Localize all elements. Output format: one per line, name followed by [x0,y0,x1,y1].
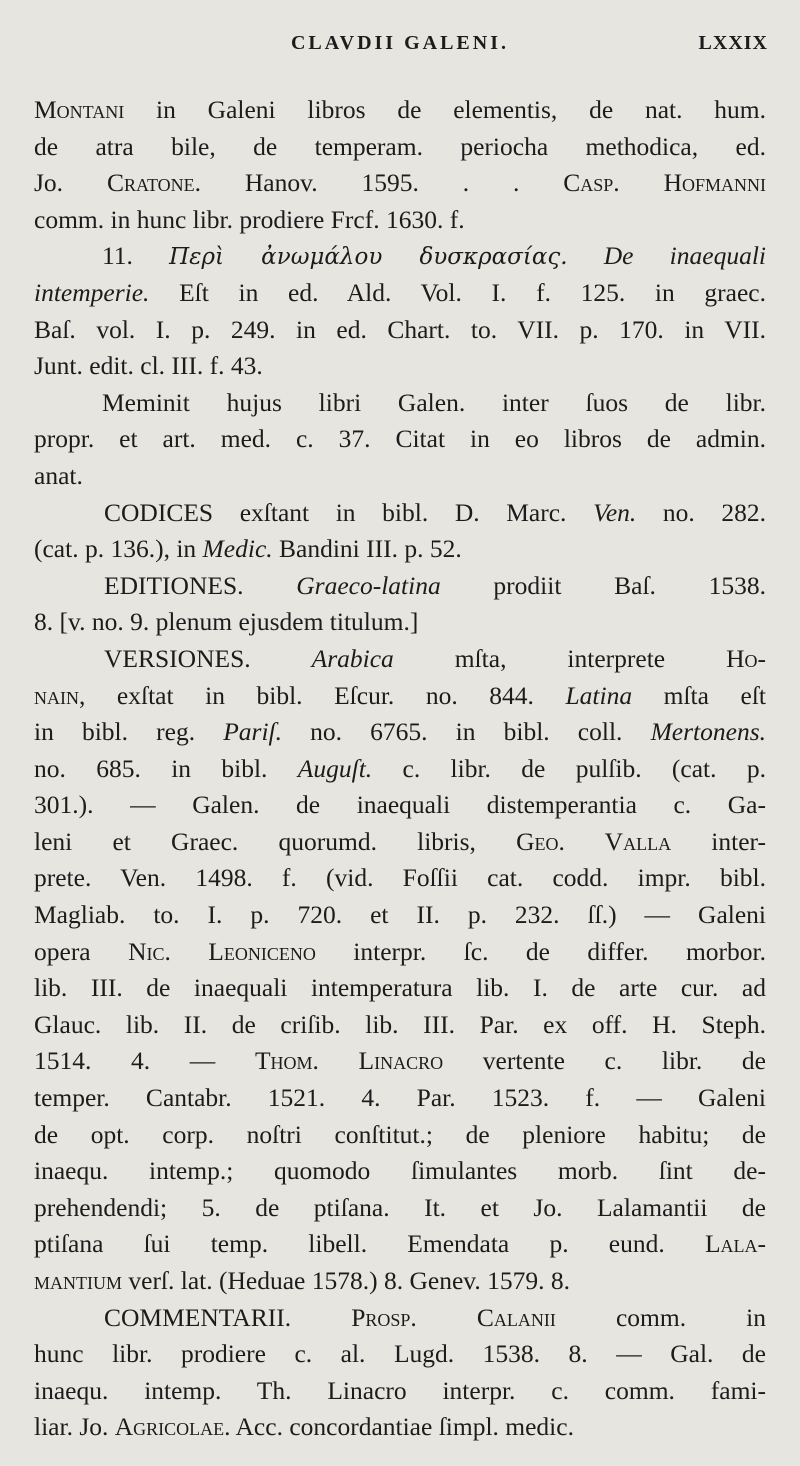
text-run: 1514. 4. — [34,1046,255,1076]
text-run: Meminit hujus libri Galen. inter ſuos de libr. [102,387,766,417]
italic-text: Auguſt. [297,753,373,783]
italic-text: De inaequali [603,241,767,271]
text-run: c. libr. de pulſib. (cat. p. [372,753,766,783]
text-line [34,495,766,532]
text-run: inaequ. intemp.; quomodo ſimulantes morb. ſint de- [34,1156,766,1186]
text-run: Junt. edit. cl. III. f. 43. [34,351,263,381]
text-line [34,1263,766,1300]
text-run: leni et Graec. quorumd. libris, [34,826,517,856]
text-line [34,1007,766,1044]
author-name: mantium [34,1266,122,1295]
text-run: VERSIONES. [104,643,312,673]
text-line [34,1373,766,1410]
text-line [34,1300,766,1337]
italic-text: Mertonens. [650,717,766,747]
text-run: prodiit Baſ. 1538. [440,570,766,600]
text-run: 11. [102,241,170,271]
text-run: . Acc. concordantiae ſimpl. medic. [224,1412,574,1442]
italic-text: intemperie. [34,277,150,307]
text-line [34,568,766,605]
text-run: anat. [34,460,83,490]
text-line [34,824,766,861]
italic-text: Arabica [311,643,394,673]
text-line [34,970,766,1007]
text-run: de opt. corp. noſtri conſtitut.; de pleniore habitu; de [34,1119,766,1149]
text-run: comm. in hunc libr. prodiere Frcf. 1630. f. [34,204,465,234]
text-run: (cat. p. 136.), in [34,534,203,564]
text-run: interpr. ſc. de differ. morbor. [315,936,766,966]
italic-text: Pariſ. [223,717,283,747]
text-run: 301.). — Galen. de inaequali distemperantia c. Ga- [34,790,766,820]
italic-text: Latina [565,680,633,710]
text-run: comm. in [555,1302,766,1332]
text-run: lib. III. de inaequali intemperatura lib. I. de arte cur. ad [34,973,766,1003]
text-run: de atra bile, de temperam. periocha methodica, ed. [34,131,766,161]
text-run: prete. Ven. 1498. f. (vid. Foſſii cat. codd. impr. bibl. [34,863,766,893]
text-line [34,458,766,495]
greek-title: Περὶ ἀνωμάλου δυσκρασίας. [169,244,568,271]
author-name: Ho- [726,643,767,673]
text-line [34,238,766,275]
author-name: Thom. Linacro [254,1046,444,1076]
text-run: mſta, interprete [393,643,727,673]
text-run: in Galeni libros de elementis, de nat. hum. [124,95,766,124]
author-name: Montani [34,95,125,124]
text-run: hunc libr. prodiere c. al. Lugd. 1538. 8. — Gal. de [34,1339,766,1369]
text-line [34,714,766,751]
author-name: Casp. Hofmanni [563,168,766,198]
page-header [0,0,800,70]
text-run: mſta eſt [632,680,766,710]
text-line [34,641,766,678]
text-run: vertente c. libr. de [443,1046,766,1076]
text-run: prehendendi; 5. de ptiſana. It. et Jo. Lalamantii de [34,1192,766,1222]
text-run: Magliab. to. I. p. 720. et II. p. 232. ſſ.) — Galeni [34,900,766,930]
text-run: in bibl. reg. [34,717,224,747]
text-run: opera [34,936,129,966]
author-name: Nic. Leoniceno [128,936,316,966]
text-line [34,312,766,349]
author-name: Lala- [704,1229,766,1259]
text-run: , exſtat in bibl. Eſcur. no. 844. [79,680,566,710]
text-run: EDITIONES. [104,570,297,600]
text-run: liar. Jo. [34,1412,115,1442]
text-run: Baſ. vol. I. p. 249. in ed. Chart. to. VII. p. 170. in VII. [34,314,766,344]
text-line [34,604,766,641]
text-line [34,1409,766,1446]
text-line [34,348,766,385]
text-run: no. 282. [636,497,767,527]
text-line [34,202,766,239]
body-text [34,92,766,1446]
text-line [34,385,766,422]
text-line [34,1190,766,1227]
text-line [34,1117,766,1154]
running-title: CLAVDII GALENI. [290,32,509,54]
text-run: 8. [v. no. 9. plenum ejusdem titulum.] [34,607,419,637]
text-run: Jo. [34,168,107,198]
text-run: no. 6765. in bibl. coll. [282,717,651,747]
text-run: propr. et art. med. c. 37. Citat in eo libros de admin. [34,424,766,454]
text-run: CODICES exſtant in bibl. D. Marc. [104,497,594,527]
text-line [34,1080,766,1117]
text-line [34,934,766,971]
text-run: Bandini III. p. 52. [272,534,462,564]
page-number: LXXIX [698,32,768,54]
author-name: Geo. Valla [516,826,672,856]
text-line [34,897,766,934]
author-name: Agricolae [114,1412,225,1442]
text-run: verſ. lat. (Heduae 1578.) 8. Genev. 1579. 8. [122,1266,571,1295]
author-name: Cratone [106,168,195,198]
author-name: nain [34,680,79,710]
text-run: inaequ. intemp. Th. Linacro interpr. c. comm. fami- [34,1375,766,1405]
text-line [34,92,766,129]
text-line [34,129,766,166]
text-line [34,531,766,568]
text-line [34,787,766,824]
text-run: ptiſana ſui temp. libell. Emendata p. eund. [34,1229,705,1259]
text-run: inter- [671,826,766,856]
text-run: Eſt in ed. Ald. Vol. I. f. 125. in graec. [149,277,766,307]
text-run: no. 685. in bibl. [34,753,298,783]
italic-text: Graeco-latina [296,570,441,600]
text-line [34,678,766,715]
text-run: Glauc. lib. II. de criſib. lib. III. Par. ex off. H. Steph. [34,1009,766,1039]
text-line [34,421,766,458]
text-line [34,275,766,312]
text-line [34,1043,766,1080]
text-line [34,1226,766,1263]
text-line [34,1153,766,1190]
text-line [34,751,766,788]
text-run: COMMENTARII. [104,1302,352,1332]
italic-text: Medic. [202,534,273,564]
text-run: temper. Cantabr. 1521. 4. Par. 1523. f. — Galeni [34,1083,766,1113]
text-run [568,241,604,270]
text-run: . Hanov. 1595. . . [194,168,564,198]
text-line [34,860,766,897]
text-line [34,1336,766,1373]
italic-text: Ven. [593,497,637,527]
text-line [34,165,766,202]
author-name: Prosp. Calanii [351,1302,556,1332]
